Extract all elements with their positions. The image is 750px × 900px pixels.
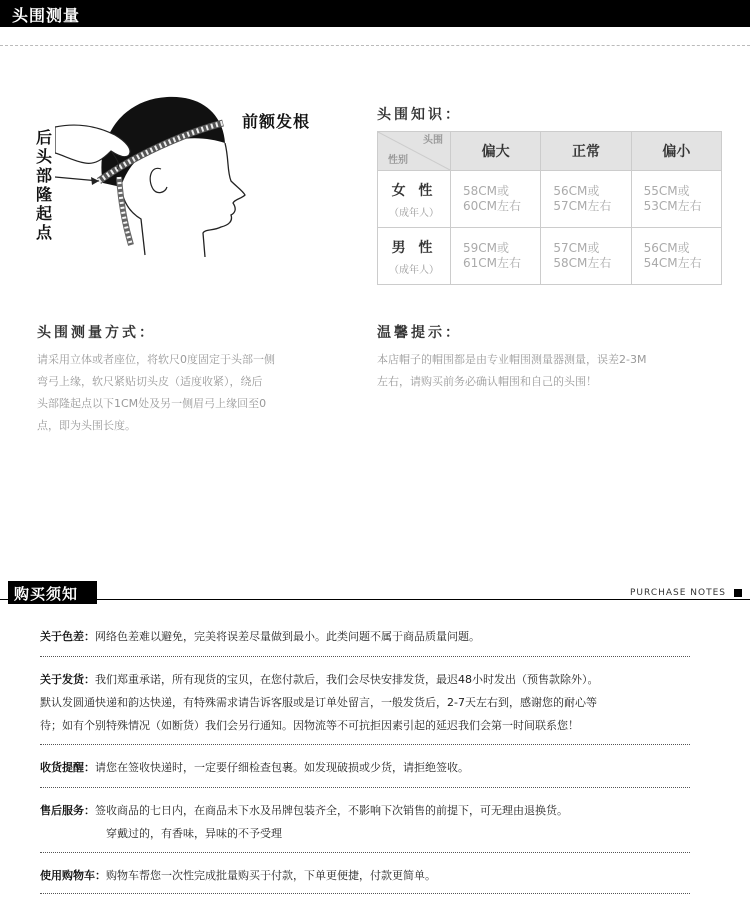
note-line: 默认发圆通快递和韵达快递，有特殊需求请告诉客服或是订单处留言，一般发货后，2-7天左右到，感谢您的耐心等	[40, 696, 597, 709]
corner-head-label: 头围	[423, 135, 443, 146]
head-size-table	[377, 131, 722, 285]
note-divider	[40, 744, 690, 745]
gender-note: （成年人）	[389, 264, 439, 276]
tips-line: 左右，请购买前务必确认帽围和自己的头围！	[377, 375, 597, 388]
note-shipping	[40, 668, 720, 737]
gender-name: 女 性	[391, 182, 437, 199]
notes-title-en: PURCHASE NOTES	[630, 588, 727, 598]
note-line: 请您在签收快递时，一定要仔细检查包裹。如发现破损或少货，请拒绝签收。	[95, 761, 469, 774]
size-value: 59CM或 61CM左右	[451, 228, 541, 285]
size-value: 58CM或 60CM左右	[451, 171, 541, 228]
note-divider	[40, 893, 690, 894]
note-line: 购物车帮您一次性完成批量购买于付款，下单更便捷，付款更简单。	[106, 869, 436, 882]
note-divider	[40, 787, 690, 788]
size-value: 56CM或 57CM左右	[541, 171, 631, 228]
table-corner-cell	[378, 132, 451, 171]
notes-title: 购买须知	[14, 585, 79, 603]
table-header-row	[378, 132, 722, 171]
gender-name: 男 性	[391, 239, 437, 256]
size-value: 55CM或 53CM左右	[631, 171, 721, 228]
method-line: 弯弓上缘，软尺紧贴切头皮（适度收紧），绕后	[37, 375, 263, 388]
column-header: 偏小	[631, 132, 721, 171]
size-value: 56CM或 54CM左右	[631, 228, 721, 285]
method-heading: 头围测量方式：	[37, 325, 156, 341]
notes-divider	[0, 599, 750, 600]
note-line: 待；如有个别特殊情况（如断货）我们会另行通知。因物流等不可抗拒因素引起的延迟我们会第一时间联系您！	[40, 719, 579, 732]
knowledge-heading: 头围知识：	[377, 107, 462, 123]
note-line: 签收商品的七日内，在商品未下水及吊牌包装齐全，不影响下次销售的前提下，可无理由退换货。	[95, 804, 568, 817]
note-label: 关于发货：	[40, 673, 95, 686]
note-after-sales	[40, 799, 720, 845]
note-label: 关于色差：	[40, 630, 95, 643]
method-line: 点，即为头围长度。	[37, 419, 136, 432]
gender-cell	[378, 171, 451, 228]
note-divider	[40, 656, 690, 657]
note-cart	[40, 864, 720, 887]
size-value: 57CM或 58CM左右	[541, 228, 631, 285]
note-label: 使用购物车：	[40, 869, 106, 882]
forehead-label: 前额发根	[242, 112, 311, 131]
note-color-difference	[40, 625, 720, 648]
note-line: 我们郑重承诺，所有现货的宝贝，在您付款后，我们会尽快安排发货，最迟48小时发出（预售款除外）。	[95, 673, 599, 686]
gender-note: （成年人）	[389, 207, 439, 219]
note-receiving	[40, 756, 720, 779]
note-line: 网络色差难以避免，完美将误差尽量做到最小。此类问题不属于商品质量问题。	[95, 630, 480, 643]
table-row	[378, 171, 722, 228]
table-row	[378, 228, 722, 285]
section-title: 头围测量	[12, 6, 81, 25]
back-head-label: 后头部隆起点	[36, 128, 53, 242]
tips-line: 本店帽子的帽围都是由专业帽围测量器测量，误差2-3M	[377, 353, 647, 366]
note-line: 穿戴过的，有香味，异味的不予受理	[106, 827, 282, 840]
note-label: 售后服务：	[40, 804, 95, 817]
square-icon	[734, 589, 742, 597]
tips-heading: 温馨提示：	[377, 325, 462, 341]
note-divider	[40, 852, 690, 853]
divider	[0, 45, 750, 46]
column-header: 正常	[541, 132, 631, 171]
method-text	[37, 349, 337, 437]
head-measurement-illustration	[55, 85, 265, 260]
method-line: 请采用立体或者座位，将软尺0度固定于头部一侧	[37, 353, 275, 366]
note-label: 收货提醒：	[40, 761, 95, 774]
tips-text	[377, 349, 707, 393]
method-line: 头部隆起点以下1CM处及另一侧眉弓上缘回至0	[37, 397, 267, 410]
section-banner	[0, 0, 750, 27]
column-header: 偏大	[451, 132, 541, 171]
gender-cell	[378, 228, 451, 285]
corner-gender-label: 性别	[388, 155, 408, 166]
